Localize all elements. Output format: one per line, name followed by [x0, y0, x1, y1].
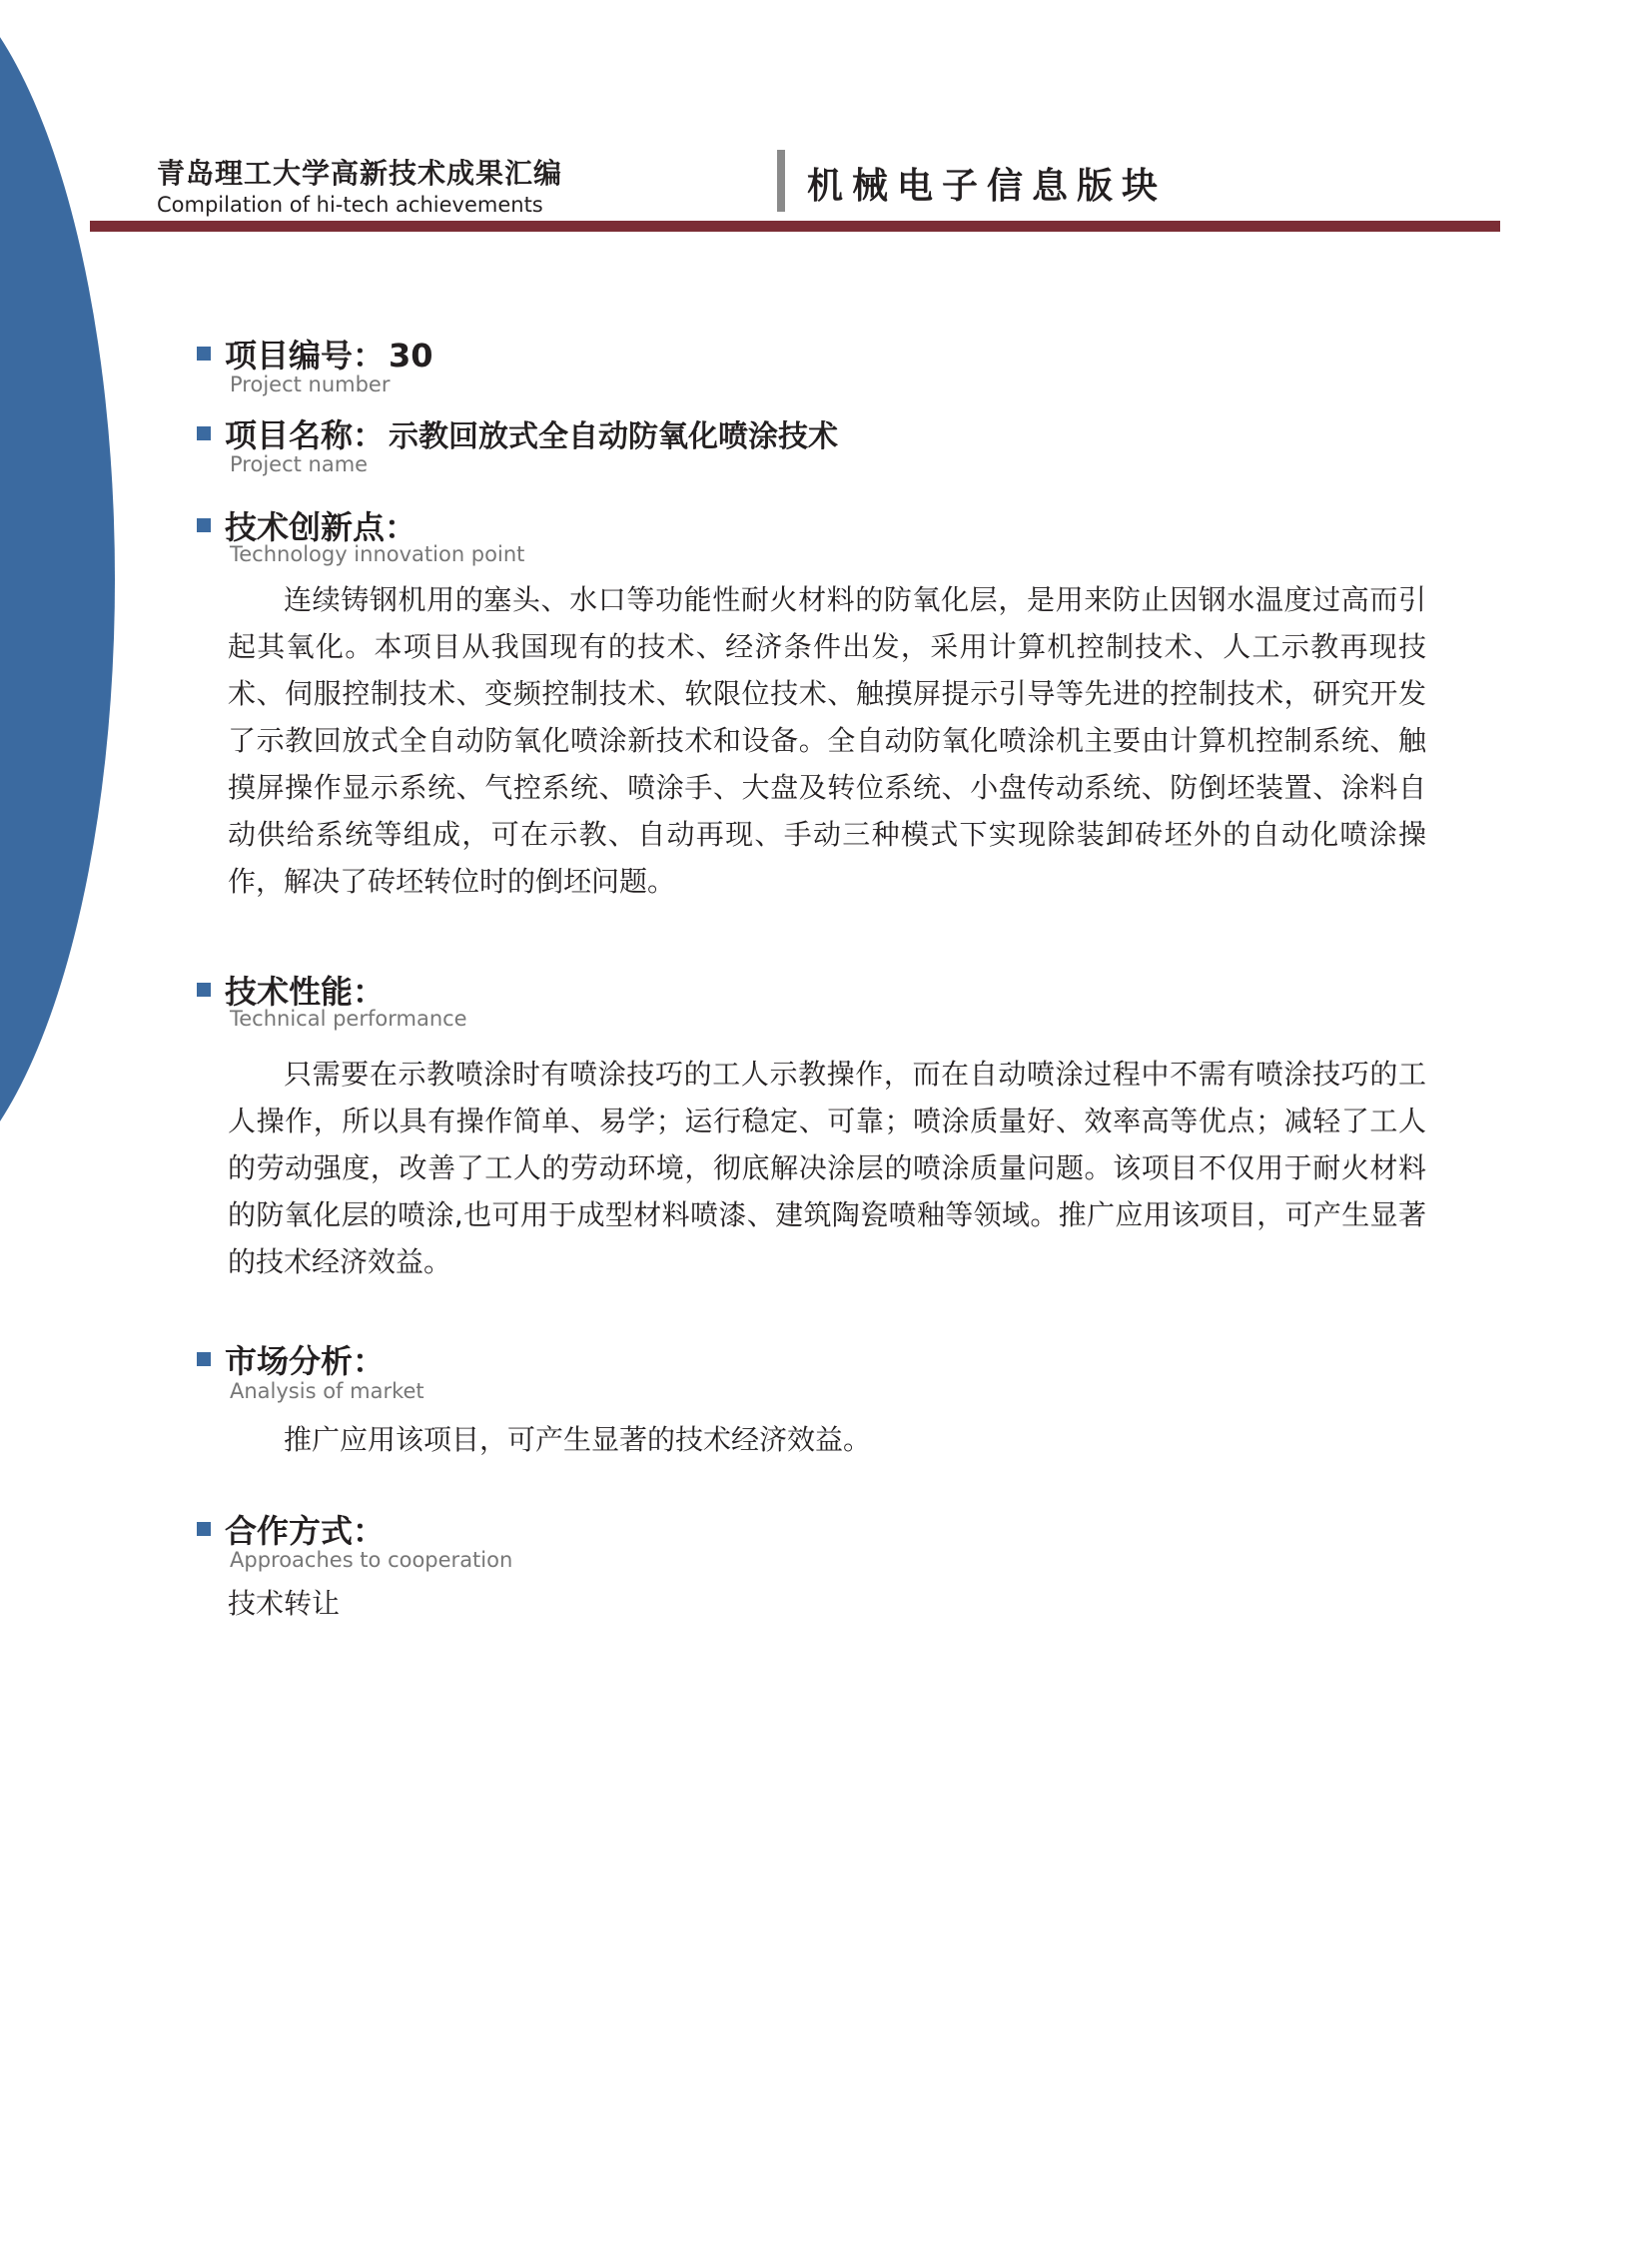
header-title-cn: 青岛理工大学高新技术成果汇编 — [157, 157, 563, 190]
performance-label-en: Technical performance — [230, 1007, 467, 1031]
innovation-title: 技术创新点： — [225, 508, 417, 546]
cooperation-text: 技术转让 — [228, 1587, 341, 1620]
header-title-en: Compilation of hi-tech achievements — [157, 193, 543, 217]
performance-title: 技术性能： — [225, 973, 386, 1011]
project-number-value: 30 — [389, 337, 433, 374]
header-divider — [777, 150, 785, 212]
market-paragraph: 推广应用该项目，可产生显著的技术经济效益。 — [284, 1423, 872, 1456]
side-decoration-arc — [0, 0, 115, 1198]
project-number-title — [225, 331, 433, 376]
bullet-square-icon — [197, 1352, 211, 1366]
market-heading — [197, 1336, 385, 1382]
project-name-label: 项目名称： — [225, 416, 386, 454]
header-rule — [90, 221, 1500, 232]
market-label-en: Analysis of market — [230, 1379, 424, 1403]
innovation-label-en: Technology innovation point — [230, 542, 525, 566]
market-title: 市场分析： — [225, 1342, 386, 1380]
header-section-title: 机械电子信息版块 — [807, 165, 1168, 207]
innovation-paragraph: 连续铸钢机用的塞头、水口等功能性耐火材料的防氧化层，是用来防止因钢水温度过高而引起其氧化。本项目从我国现有的技术、经济条件出发，采用计算机控制技术、人工示教再现技术、伺服控制技术、变频控制技术、软限位技术、触摸屏提示引导等先进的控制技术，研究开发了示教回放式全自动防氧化喷涂新技术和设备。全自动防氧化喷涂机主要由计算机控制系统、触摸屏操作显示系统、气控系统、喷涂手、大盘及转位系统、小盘传动系统、防倒坯装置、涂料自动供给系统等组成，可在示教、自动再现、手动三种模式下实现除装卸砖坯外的自动化喷涂操作，解决了砖坯转位时的倒坯问题。 — [228, 583, 1426, 898]
cooperation-label-en: Approaches to cooperation — [230, 1548, 513, 1572]
project-number-label: 项目编号： — [225, 337, 386, 374]
project-name-heading — [197, 410, 838, 456]
project-number-label-en: Project number — [230, 373, 391, 396]
project-number-heading — [197, 331, 433, 376]
project-name-label-en: Project name — [230, 452, 369, 476]
project-name-value: 示教回放式全自动防氧化喷涂技术 — [389, 419, 839, 454]
bullet-square-icon — [197, 1522, 211, 1536]
project-name-title — [225, 410, 838, 456]
bullet-square-icon — [197, 347, 211, 361]
performance-paragraph: 只需要在示教喷涂时有喷涂技巧的工人示教操作，而在自动喷涂过程中不需有喷涂技巧的工人操作，所以具有操作简单、易学；运行稳定、可靠；喷涂质量好、效率高等优点；减轻了工人的劳动强度，改善了工人的劳动环境，彻底解决涂层的喷涂质量问题。该项目不仅用于耐火材料的防氧化层的喷涂,也可用于成型材料喷漆、建筑陶瓷喷釉等领域。推广应用该项目，可产生显著的技术经济效益。 — [228, 1058, 1426, 1278]
cooperation-heading — [197, 1506, 385, 1552]
bullet-square-icon — [197, 983, 211, 997]
bullet-square-icon — [197, 426, 211, 440]
bullet-square-icon — [197, 518, 211, 532]
cooperation-title: 合作方式： — [225, 1512, 386, 1550]
